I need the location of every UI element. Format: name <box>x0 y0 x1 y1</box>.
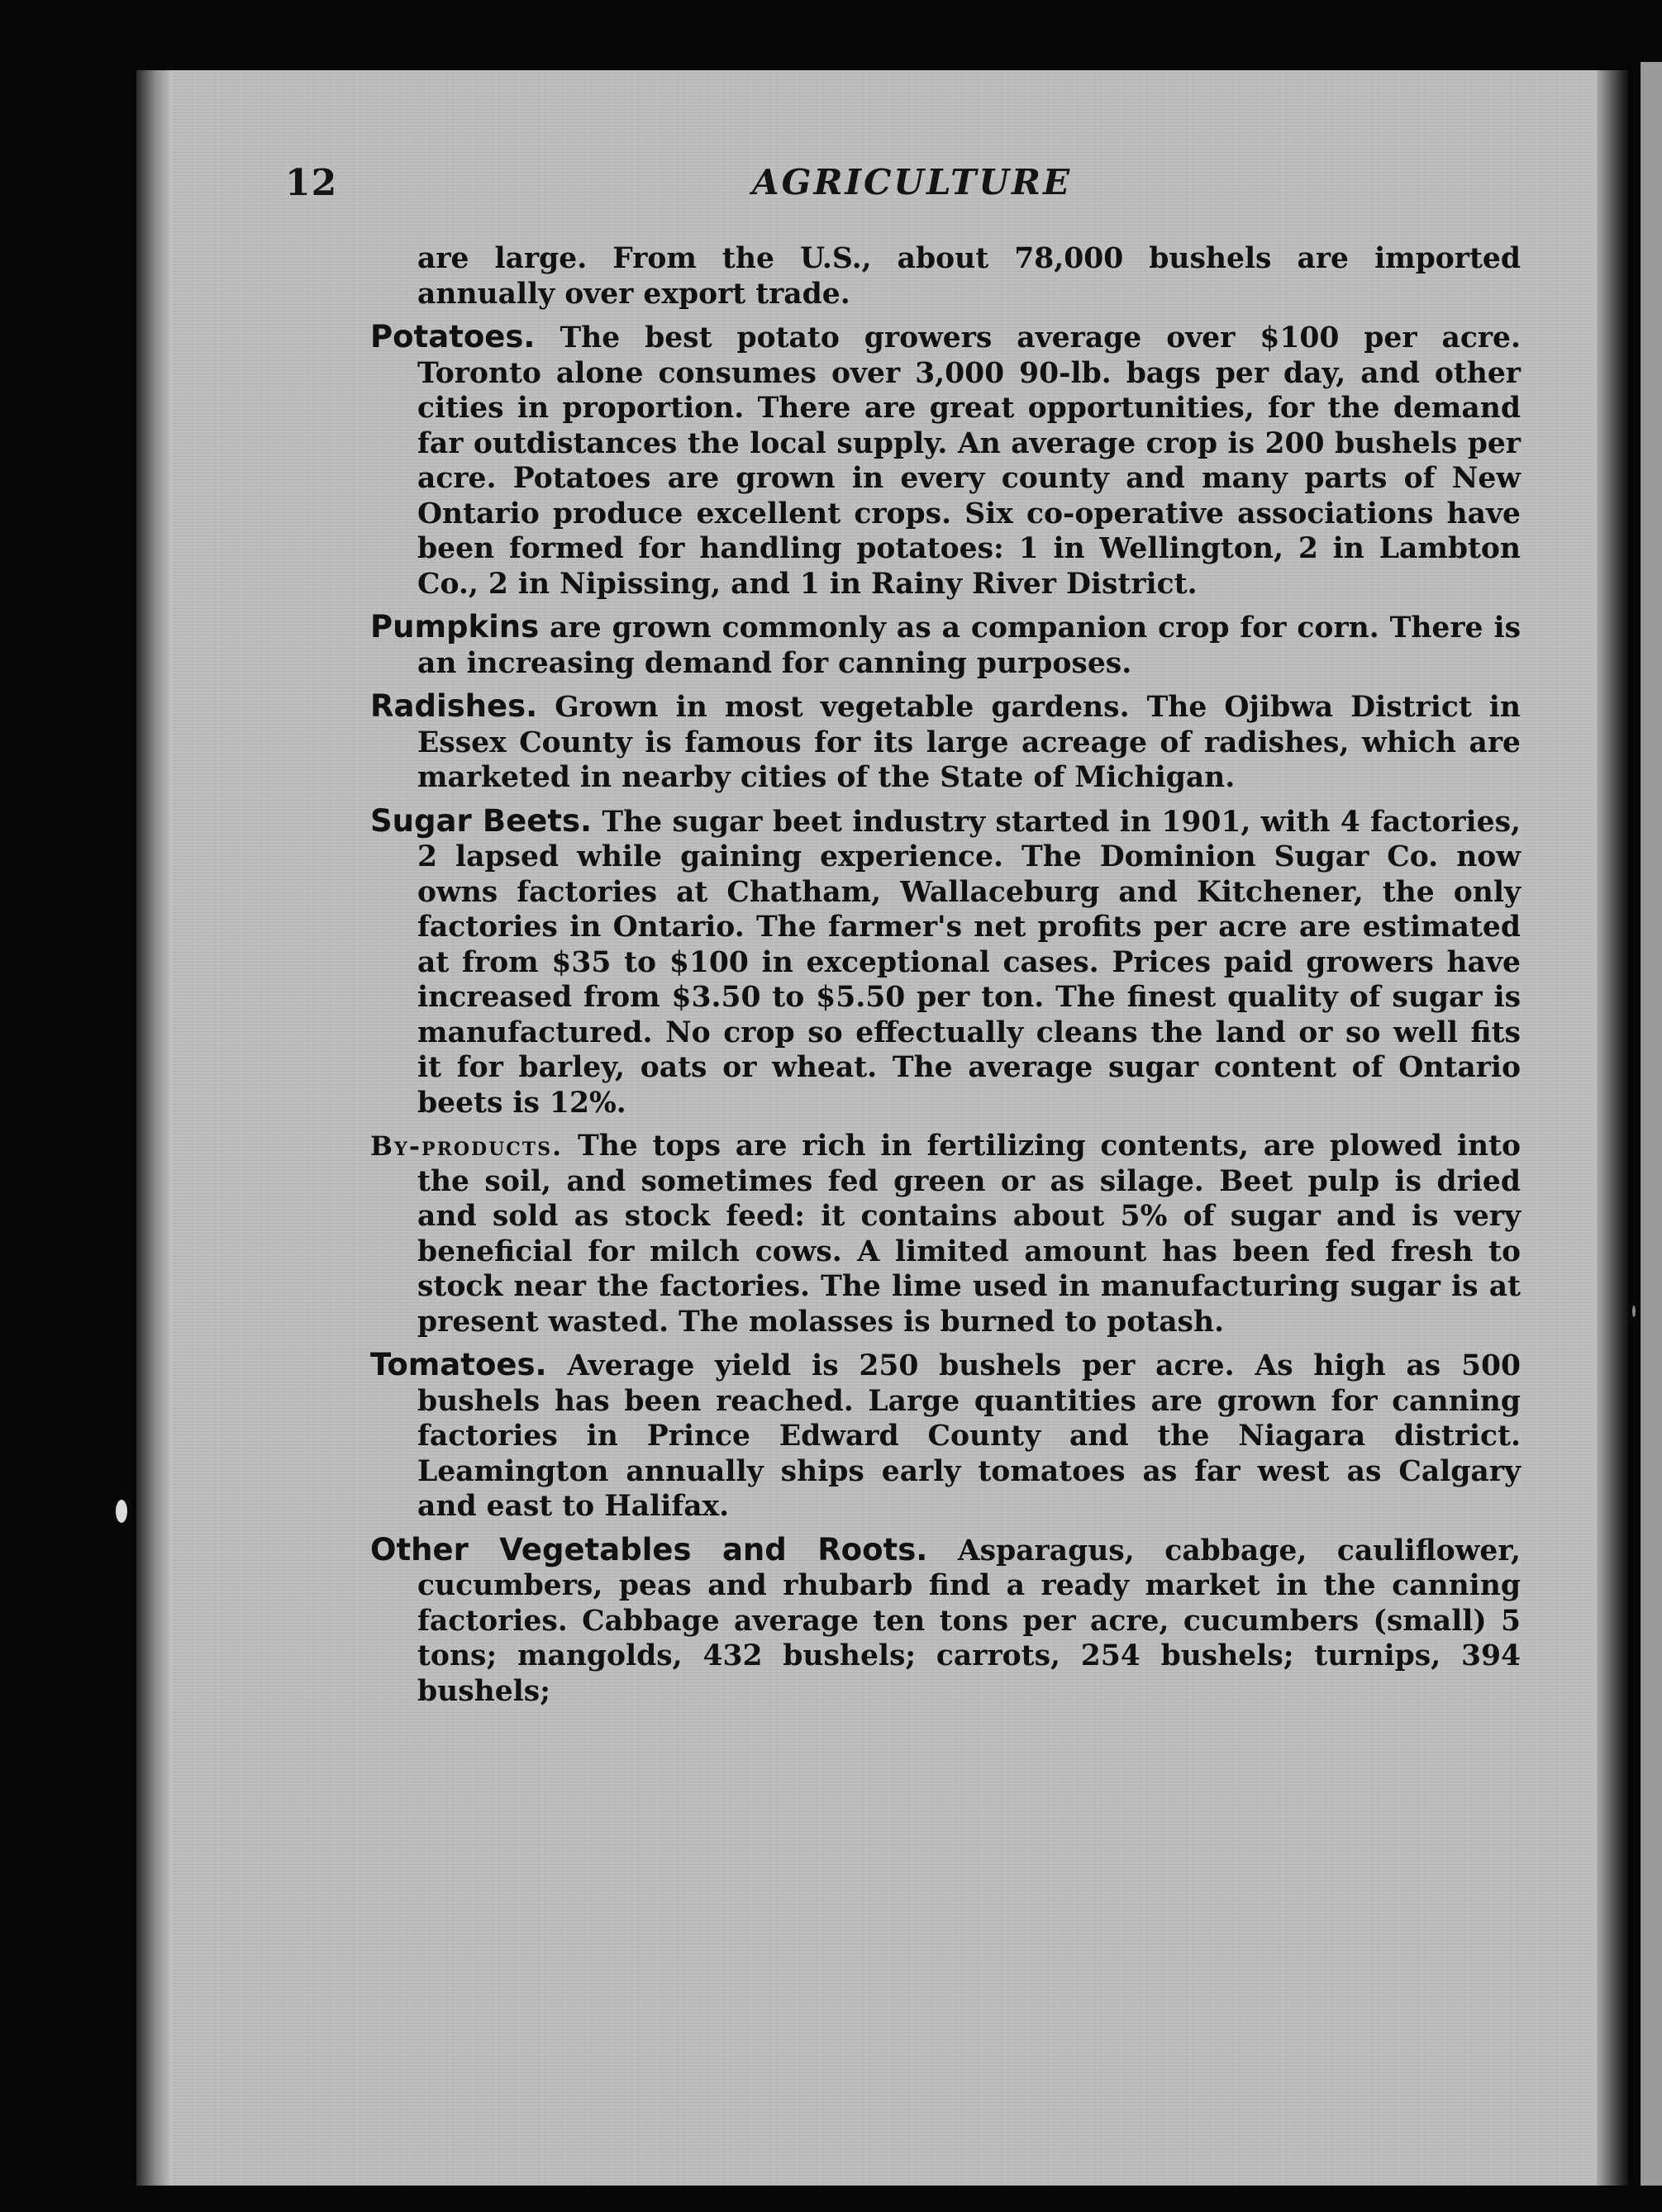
paragraph-text: The tops are rich in fertilizing contents, are plowed into the soil, and sometimes fed green or as silage. Beet pulp is dried and sold as stock feed: it contains about 5% of sugar and is very beneficial for milch cows. A limited amount has been fed fresh to stock near the factories. The lime used in manufacturing sugar is at present wasted. The molasses is burned to potash. <box>417 1130 1521 1339</box>
paragraph-heading: Pumpkins <box>370 609 540 645</box>
paragraph-heading: Sugar Beets. <box>370 802 593 839</box>
paragraph-radishes <box>370 689 1521 796</box>
paragraph-heading: Tomatoes. <box>370 1347 547 1382</box>
paragraph-text: The best potato growers average over $100 per acre. Toronto alone consumes over 3,000 90-lb. bags per day, and other cities in proportion. There are great opportunities, for the demand far outdistances the local supply. An average crop is 200 bushels per acre. Potatoes are grown in every county and many parts of New Ontario produce excellent crops. Six co-operative associations have been formed for handling potatoes: 1 in Wellington, 2 in Lambton Co., 2 in Nipissing, and 1 in Rainy River District. <box>417 321 1521 601</box>
paragraph-sugar-beets <box>370 804 1521 1121</box>
paragraph-text: are large. From the U.S., about 78,000 bushels are imported annually over export trade. <box>417 242 1521 311</box>
paragraph-text: Grown in most vegetable gardens. The Ojibwa District in Essex County is famous for its large acreage of radishes, which are marketed in nearby cities of the State of Michigan. <box>417 691 1521 794</box>
paragraph-heading: Other Vegetables and Roots. <box>370 1531 928 1567</box>
paragraph-by-products <box>370 1129 1521 1339</box>
adjacent-page-edge <box>1641 62 1662 2186</box>
page-number: 12 <box>285 162 338 204</box>
paragraph-heading: By-products. <box>370 1130 564 1162</box>
running-head: AGRICULTURE <box>752 162 1072 202</box>
paragraph-text: The sugar beet industry started in 1901, with 4 factories, 2 lapsed while gaining experience. The Dominion Sugar Co. now owns factories at Chatham, Wallaceburg and Kitchener, the only factories in Ontario. The farmer's net profits per acre are estimated at from $35 to $100 in exceptional cases. Prices paid growers have increased from $3.50 to $5.50 per ton. The finest quality of sugar is manufactured. No crop so effectually cleans the land or so well fits it for barley, oats or wheat. The average sugar content of Ontario beets is 12%. <box>417 805 1522 1120</box>
paragraph-text: Asparagus, cabbage, cauliflower, cucumbers, peas and rhubarb find a ready market in the canning factories. Cabbage average ten tons per acre, cucumbers (small) 5 tons; mangolds, 432 bushels; carrots, 254 bushels; turnips, 394 bushels; <box>417 1534 1522 1708</box>
paragraph-text: Average yield is 250 bushels per acre. As high as 500 bushels has been reached. Large quantities are grown for canning factories in Prince Edward County and the Niagara district. Leamington annually ships early tomatoes as far west as Calgary and east to Halifax. <box>417 1349 1522 1523</box>
page-right-shadow <box>1597 70 1628 2186</box>
paragraph-tomatoes <box>370 1348 1521 1525</box>
paragraph-other-vegetables <box>370 1533 1521 1710</box>
paragraph-pumpkins <box>370 610 1521 681</box>
page-header <box>285 162 1525 212</box>
scan-speck <box>116 1500 127 1523</box>
paragraph-heading: Radishes. <box>370 688 538 724</box>
body-text <box>370 241 1522 1717</box>
page-gutter-shadow <box>136 70 169 2186</box>
paragraph-continuation <box>417 241 1521 312</box>
paragraph-potatoes <box>370 320 1521 602</box>
paragraph-text: are grown commonly as a companion crop for corn. There is an increasing demand for canning purposes. <box>417 611 1521 680</box>
paragraph-heading: Potatoes. <box>370 319 536 354</box>
scan-speck <box>1632 1306 1636 1317</box>
